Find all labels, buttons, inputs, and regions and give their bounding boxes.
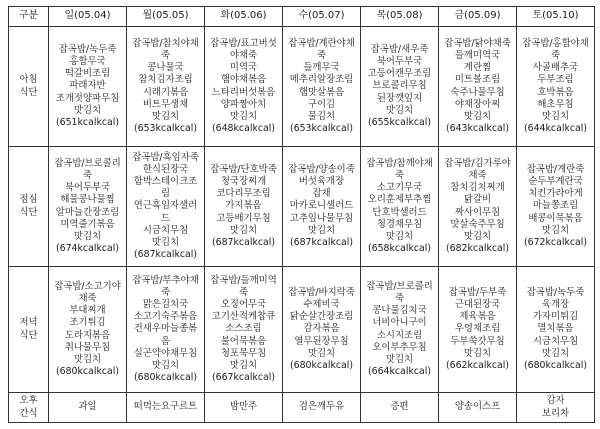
menu-item: 잡곡밥/표고버섯 bbox=[210, 37, 277, 49]
breakfast-row bbox=[9, 27, 595, 147]
row-label-line: 점심 bbox=[19, 194, 38, 206]
menu-item: (653kcalkcal) bbox=[133, 123, 198, 135]
menu-cell bbox=[439, 267, 517, 393]
menu-item: (667kcalkcal) bbox=[211, 372, 276, 384]
menu-item: 오리훈제부추찜 bbox=[367, 194, 432, 206]
menu-item: 증편 bbox=[390, 401, 409, 413]
row-label-line: 오후 bbox=[19, 395, 38, 407]
day-header-tue: 화(05.06) bbox=[205, 7, 283, 27]
menu-item: 계란찜 bbox=[463, 62, 492, 74]
menu-item: 죽 bbox=[394, 169, 405, 181]
menu-cell bbox=[517, 147, 595, 267]
menu-item: 맛김치 bbox=[307, 347, 336, 359]
menu-item: (680kcalkcal) bbox=[133, 372, 198, 384]
day-header-sat: 토(05.10) bbox=[517, 7, 595, 27]
menu-item: 숙주나물무침 bbox=[450, 86, 505, 98]
menu-item: 떠먹는요구르트 bbox=[133, 401, 198, 413]
menu-cell bbox=[439, 393, 517, 423]
menu-item: 함박스테이크조 bbox=[133, 175, 198, 187]
menu-item: 맛김치 bbox=[307, 224, 336, 236]
row-label bbox=[9, 393, 49, 423]
menu-item: 잡곡밥/닭야채죽 bbox=[444, 37, 511, 49]
menu-item: (687kcalkcal) bbox=[289, 237, 354, 248]
menu-item: 버섯육개장 bbox=[298, 175, 345, 187]
day-header-sun: 일(05.04) bbox=[49, 7, 127, 27]
menu-item: 메추리알장조림 bbox=[289, 74, 354, 86]
menu-item: 불어묵볶음 bbox=[220, 335, 267, 347]
menu-item: 맛김치 bbox=[73, 230, 102, 242]
menu-cell bbox=[205, 267, 283, 393]
menu-item: 죽 bbox=[238, 286, 249, 298]
menu-cell bbox=[361, 147, 439, 267]
row-label-line: 식단 bbox=[19, 86, 38, 98]
menu-item: 북어두부국 bbox=[64, 182, 111, 194]
row-label-line: 식단 bbox=[19, 329, 38, 341]
menu-item: 잡곡밥/브로콜리 bbox=[366, 280, 433, 292]
menu-item: 연근흑임자샐러 bbox=[133, 200, 198, 212]
menu-item: 비트무생채 bbox=[142, 98, 189, 110]
menu-item: 고추잎나물무침 bbox=[289, 212, 354, 224]
row-label bbox=[9, 267, 49, 393]
menu-cell bbox=[517, 27, 595, 147]
menu-item: 맛김치 bbox=[73, 353, 102, 365]
menu-item: 미역줄기볶음 bbox=[60, 218, 115, 230]
menu-cell bbox=[283, 147, 361, 267]
menu-item: (648kcalkcal) bbox=[211, 123, 276, 135]
menu-item: 닭순살간장조림 bbox=[289, 311, 354, 323]
menu-item: 고기산적케찹큐 bbox=[211, 311, 276, 323]
menu-item: 잡곡밥/부추야채 bbox=[132, 274, 199, 286]
menu-cell bbox=[361, 393, 439, 423]
menu-item: 잡곡밥/양송이죽 bbox=[288, 163, 355, 175]
menu-item: 채죽 bbox=[78, 292, 97, 304]
menu-item: 잡곡밥/단호박죽 bbox=[210, 163, 277, 175]
menu-item: (687kcalkcal) bbox=[133, 249, 198, 261]
menu-item: 브로콜리무침 bbox=[372, 80, 427, 92]
menu-item: 북어두부국 bbox=[376, 55, 423, 67]
menu-item: 시금치무침 bbox=[142, 224, 189, 236]
menu-cell bbox=[517, 393, 595, 423]
row-label-line: 저녁 bbox=[19, 317, 38, 329]
menu-item: 과일 bbox=[78, 401, 97, 413]
weekly-menu bbox=[8, 6, 594, 420]
menu-item: 소고기숙주볶음 bbox=[133, 311, 198, 323]
menu-cell bbox=[283, 27, 361, 147]
menu-item: 야채장아찌 bbox=[454, 98, 501, 110]
menu-item: (680kcalkcal) bbox=[523, 360, 588, 371]
menu-cell bbox=[127, 147, 205, 267]
menu-item: 야채죽 bbox=[229, 49, 258, 61]
menu-cell bbox=[439, 27, 517, 147]
menu-item: 된장깻잎지 bbox=[376, 92, 423, 104]
menu-item: 맛김치 bbox=[229, 224, 258, 236]
menu-item: 마늘쫑조림 bbox=[532, 200, 579, 212]
menu-item: 맛김치 bbox=[541, 347, 570, 359]
menu-item: 사골배추국 bbox=[532, 62, 579, 74]
menu-item: 잡곡밥/들깨미역 bbox=[210, 274, 277, 286]
menu-item: 죽 bbox=[160, 49, 171, 61]
menu-cell bbox=[205, 393, 283, 423]
menu-item: (644kcalkcal) bbox=[523, 123, 588, 135]
menu-item: 시금치무침 bbox=[532, 335, 579, 347]
menu-item: 맛김치 bbox=[151, 110, 180, 122]
menu-item: 미역국 bbox=[229, 62, 258, 74]
menu-item: 잡곡밥/흑임자죽 bbox=[132, 151, 199, 163]
menu-item: 맛김치 bbox=[151, 360, 180, 371]
menu-item: 떡갈비조림 bbox=[64, 68, 111, 80]
menu-item: 맛김치 bbox=[229, 110, 258, 122]
menu-item: 잡곡밥/계란죽 bbox=[526, 163, 585, 175]
menu-item: 마카로니샐러드 bbox=[289, 200, 354, 212]
menu-item: 수제비국 bbox=[303, 298, 340, 310]
menu-item: 가자미튀김 bbox=[532, 311, 579, 323]
menu-cell bbox=[205, 147, 283, 267]
menu-cell bbox=[283, 393, 361, 423]
menu-item: 도라지볶음 bbox=[64, 329, 111, 341]
menu-item: 잡곡밥/김가루야 bbox=[444, 157, 511, 169]
menu-cell bbox=[49, 27, 127, 147]
menu-item: 들깨무국 bbox=[303, 62, 340, 74]
menu-item: 죽 bbox=[394, 292, 405, 304]
menu-item: 우엉채조림 bbox=[454, 323, 501, 335]
menu-item: 맛김치 bbox=[73, 104, 102, 116]
menu-item: 맛김치 bbox=[151, 237, 180, 248]
menu-item: 햄야채볶음 bbox=[220, 74, 267, 86]
lunch-row bbox=[9, 147, 595, 267]
menu-item: 맛김치 bbox=[385, 230, 414, 242]
menu-item: 청국장찌개 bbox=[220, 175, 267, 187]
menu-item: 조기튀김 bbox=[69, 317, 106, 329]
menu-cell bbox=[127, 27, 205, 147]
menu-cell bbox=[361, 27, 439, 147]
header-row bbox=[9, 7, 595, 27]
menu-item: 참치김치찌개 bbox=[450, 182, 505, 194]
menu-item: 조개젓양파무침 bbox=[55, 92, 120, 104]
menu-item: 물김치 bbox=[307, 110, 336, 122]
menu-item: 오징어무국 bbox=[220, 298, 267, 310]
row-label-line: 간식 bbox=[19, 407, 38, 419]
header-corner: 구분 bbox=[9, 7, 49, 27]
row-label bbox=[9, 147, 49, 267]
menu-item: 부대찌개 bbox=[69, 305, 106, 317]
menu-item: (682kcalkcal) bbox=[445, 243, 510, 255]
menu-item: 맑은김치국 bbox=[142, 298, 189, 310]
menu-item: 맛김치 bbox=[229, 360, 258, 371]
menu-item: 코다리무조림 bbox=[216, 188, 271, 200]
menu-item: 해초무침 bbox=[537, 98, 574, 110]
menu-item: 감자볶음 bbox=[303, 323, 340, 335]
day-header-thu: 목(05.08) bbox=[361, 7, 439, 27]
menu-item: 검은깨두유 bbox=[298, 401, 345, 413]
menu-item: 시래기볶음 bbox=[142, 86, 189, 98]
menu-item: 호박볶음 bbox=[537, 86, 574, 98]
menu-cell bbox=[517, 267, 595, 393]
row-label-line: 식단 bbox=[19, 206, 38, 218]
menu-item: 맛김치 bbox=[541, 110, 570, 122]
menu-item: 콩나물국 bbox=[147, 62, 184, 74]
menu-item: 잡곡밥/녹두죽 bbox=[58, 43, 117, 55]
menu-item: 림 bbox=[160, 188, 171, 200]
menu-item: 맛김치 bbox=[385, 104, 414, 116]
meal-table bbox=[8, 6, 595, 423]
menu-item: 해물콩나물찜 bbox=[60, 194, 115, 206]
menu-item: 청경채무침 bbox=[376, 218, 423, 230]
menu-item: 배콩이묵볶음 bbox=[528, 212, 583, 224]
menu-item: 알마늘간장조림 bbox=[55, 206, 120, 218]
menu-item: 잡곡밥/녹두죽 bbox=[526, 286, 585, 298]
menu-item: 들깨미역국 bbox=[454, 49, 501, 61]
menu-item: 음 bbox=[160, 335, 171, 347]
menu-item: 감자 bbox=[546, 395, 565, 407]
menu-item: (651kcalkcal) bbox=[55, 117, 120, 128]
menu-item: 단호박샐러드 bbox=[372, 206, 427, 218]
menu-item: 잡채 bbox=[312, 188, 331, 200]
menu-item: (655kcalkcal) bbox=[367, 117, 432, 128]
menu-item: 맛김치 bbox=[385, 353, 414, 365]
menu-item: 소스조림 bbox=[225, 323, 262, 335]
menu-item: (687kcalkcal) bbox=[211, 237, 276, 248]
menu-item: (664kcalkcal) bbox=[367, 366, 432, 378]
menu-cell bbox=[205, 27, 283, 147]
menu-item: 제육볶음 bbox=[459, 311, 496, 323]
dinner-row bbox=[9, 267, 595, 393]
menu-item: 한식된장국 bbox=[142, 163, 189, 175]
menu-item: 잡곡밥/새우죽 bbox=[370, 43, 429, 55]
menu-item: 잡곡밥/브로콜리 bbox=[54, 157, 121, 169]
menu-item: 죽 bbox=[82, 169, 93, 181]
menu-item: 소시지조림 bbox=[376, 329, 423, 341]
menu-item: 두부쑥갓무침 bbox=[450, 335, 505, 347]
day-header-fri: 금(05.09) bbox=[439, 7, 517, 27]
menu-cell bbox=[49, 393, 127, 423]
menu-item: 죽 bbox=[160, 286, 171, 298]
menu-item: 열무된장무침 bbox=[294, 335, 349, 347]
menu-item: 고등어캔무조림 bbox=[367, 68, 432, 80]
menu-item: 밤만주 bbox=[229, 401, 258, 413]
menu-item: 맛김치 bbox=[463, 110, 492, 122]
menu-cell bbox=[283, 267, 361, 393]
menu-item: 가지볶음 bbox=[225, 200, 262, 212]
menu-item: (680kcalkcal) bbox=[55, 366, 120, 378]
menu-item: 참치김자조림 bbox=[138, 74, 193, 86]
menu-item: 잡곡밥/참깨야채 bbox=[366, 157, 433, 169]
menu-item: 보리차 bbox=[541, 407, 570, 419]
menu-item: 근대된장국 bbox=[454, 298, 501, 310]
menu-item: (680kcalkcal) bbox=[289, 360, 354, 371]
menu-item: 짜사이무침 bbox=[454, 206, 501, 218]
menu-item: 미트볼조림 bbox=[454, 74, 501, 86]
menu-item: 닭갈비 bbox=[463, 194, 492, 206]
menu-item: (672kcalkcal) bbox=[523, 237, 588, 248]
menu-item: (662kcalkcal) bbox=[445, 360, 510, 371]
menu-item: 죽 bbox=[316, 49, 327, 61]
menu-item: 청포묵무침 bbox=[220, 347, 267, 359]
menu-item: 멸치볶음 bbox=[537, 323, 574, 335]
menu-item: 잡곡밥/참치야채 bbox=[132, 37, 199, 49]
menu-item: 양파짱아치 bbox=[220, 98, 267, 110]
menu-item: (674kcalkcal) bbox=[55, 243, 120, 255]
snack-row bbox=[9, 393, 595, 423]
menu-cell bbox=[127, 267, 205, 393]
meal-table-body bbox=[9, 7, 595, 423]
menu-item: 순두부계란국 bbox=[528, 175, 583, 187]
menu-item: 치킨가라아게 bbox=[528, 188, 583, 200]
menu-item: (653kcalkcal) bbox=[289, 123, 354, 135]
menu-item: 육개장 bbox=[541, 298, 570, 310]
menu-item: 너비아니구이 bbox=[372, 317, 427, 329]
menu-item: 맛김치 bbox=[463, 230, 492, 242]
menu-item: 드 bbox=[160, 212, 171, 224]
menu-item: 홍합무국 bbox=[69, 55, 106, 67]
menu-item: 맛김치 bbox=[463, 347, 492, 359]
menu-item: 콩나물김치국 bbox=[372, 305, 427, 317]
menu-cell bbox=[439, 147, 517, 267]
day-header-mon: 월(05.05) bbox=[127, 7, 205, 27]
menu-item: 소고기무국 bbox=[376, 182, 423, 194]
menu-item: (643kcalkcal) bbox=[445, 123, 510, 135]
menu-item: 파래자반 bbox=[69, 80, 106, 92]
menu-item: 햄맛살볶음 bbox=[298, 86, 345, 98]
menu-item: 느타리버섯볶음 bbox=[211, 86, 276, 98]
day-header-wed: 수(05.07) bbox=[283, 7, 361, 27]
menu-item: 고등배기무침 bbox=[216, 212, 271, 224]
menu-item: 취나물무침 bbox=[64, 341, 111, 353]
row-label-line: 아침 bbox=[19, 74, 38, 86]
menu-item: 맛김치 bbox=[541, 224, 570, 236]
menu-item: 오이부추무침 bbox=[372, 341, 427, 353]
menu-cell bbox=[49, 147, 127, 267]
menu-item: 잡곡밥/소고기야 bbox=[54, 280, 121, 292]
menu-cell bbox=[361, 267, 439, 393]
menu-item: 구이김 bbox=[307, 98, 336, 110]
menu-item: 두부조림 bbox=[537, 74, 574, 86]
menu-item: 맛살숙주무침 bbox=[450, 218, 505, 230]
menu-item: 잡곡밥/계란야채 bbox=[288, 37, 355, 49]
row-label bbox=[9, 27, 49, 147]
menu-item: 양송이스프 bbox=[454, 401, 501, 413]
menu-item: (658kcalkcal) bbox=[367, 243, 432, 255]
menu-item: 잡곡밥/두부죽 bbox=[448, 286, 507, 298]
menu-item: 잡곡밥/홍합야채 bbox=[522, 37, 589, 49]
menu-cell bbox=[127, 393, 205, 423]
menu-cell bbox=[49, 267, 127, 393]
menu-item: 실곤약야채무침 bbox=[133, 347, 198, 359]
menu-item: 죽 bbox=[550, 49, 561, 61]
menu-item: 건새우마늘종볶 bbox=[133, 323, 198, 335]
menu-item: 잡곡밥/바지락죽 bbox=[288, 286, 355, 298]
menu-item: 채죽 bbox=[468, 169, 487, 181]
